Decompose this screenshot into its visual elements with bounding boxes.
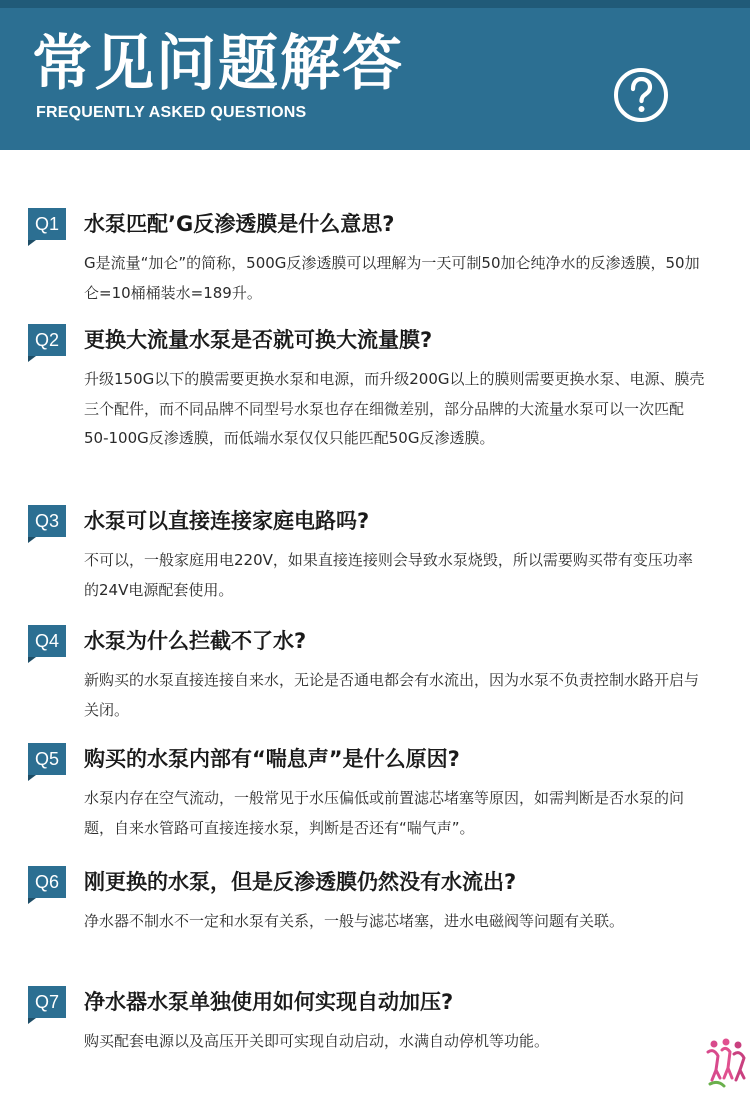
header-top-strip (0, 0, 750, 8)
answer-text: 新购买的水泵直接连接自来水，无论是否通电都会有水流出，因为水泵不负责控制水路开启与关闭。 (84, 671, 700, 719)
question-number-badge: Q2 (28, 324, 66, 356)
question-text: 净水器水泵单独使用如何实现自动加压? (84, 990, 454, 1014)
answer-text: G是流量“加仑”的简称，500G反渗透膜可以理解为一天可制50加仑纯净水的反渗透膜，50加仑=10桶桶装水=189升。 (84, 254, 700, 302)
question-text: 水泵匹配’G反渗透膜是什么意思? (84, 212, 395, 236)
page-header (0, 0, 750, 150)
page-title: 常见问题解答 (32, 29, 404, 99)
question-number-badge: Q3 (28, 505, 66, 537)
question-text: 更换大流量水泵是否就可换大流量膜? (84, 328, 433, 352)
answer-text: 水泵内存在空气流动，一般常见于水压偏低或前置滤芯堵塞等原因，如需判断是否水泵的问题，自来水管路可直接连接水泵，判断是否还有“喘气声”。 (84, 789, 685, 837)
question-text: 刚更换的水泵，但是反渗透膜仍然没有水流出? (84, 870, 517, 894)
question-number-badge: Q4 (28, 625, 66, 657)
question-number-badge: Q1 (28, 208, 66, 240)
page-subtitle: FREQUENTLY ASKED QUESTIONS (36, 104, 307, 121)
question-circle-icon (612, 66, 670, 124)
question-text: 水泵为什么拦截不了水? (84, 629, 307, 653)
people-logo-icon (704, 1036, 748, 1090)
question-text: 水泵可以直接连接家庭电路吗? (84, 509, 370, 533)
answer-text: 购买配套电源以及高压开关即可实现自动启动，水满自动停机等功能。 (84, 1032, 550, 1050)
answer-text: 净水器不制水不一定和水泵有关系，一般与滤芯堵塞，进水电磁阀等问题有关联。 (84, 912, 625, 930)
question-number-badge: Q6 (28, 866, 66, 898)
question-number-badge: Q7 (28, 986, 66, 1018)
answer-text: 升级150G以下的膜需要更换水泵和电源，而升级200G以上的膜则需要更换水泵、电源、膜壳三个配件，而不同品牌不同型号水泵也存在细微差别，部分品牌的大流量水泵可以一次匹配50-100G反渗透膜，而低端水泵仅仅只能匹配50G反渗透膜。 (84, 370, 705, 447)
question-number-badge: Q5 (28, 743, 66, 775)
answer-text: 不可以，一般家庭用电220V，如果直接连接则会导致水泵烧毁，所以需要购买带有变压功率的24V电源配套使用。 (84, 551, 693, 599)
question-text: 购买的水泵内部有“喘息声”是什么原因? (84, 747, 460, 771)
